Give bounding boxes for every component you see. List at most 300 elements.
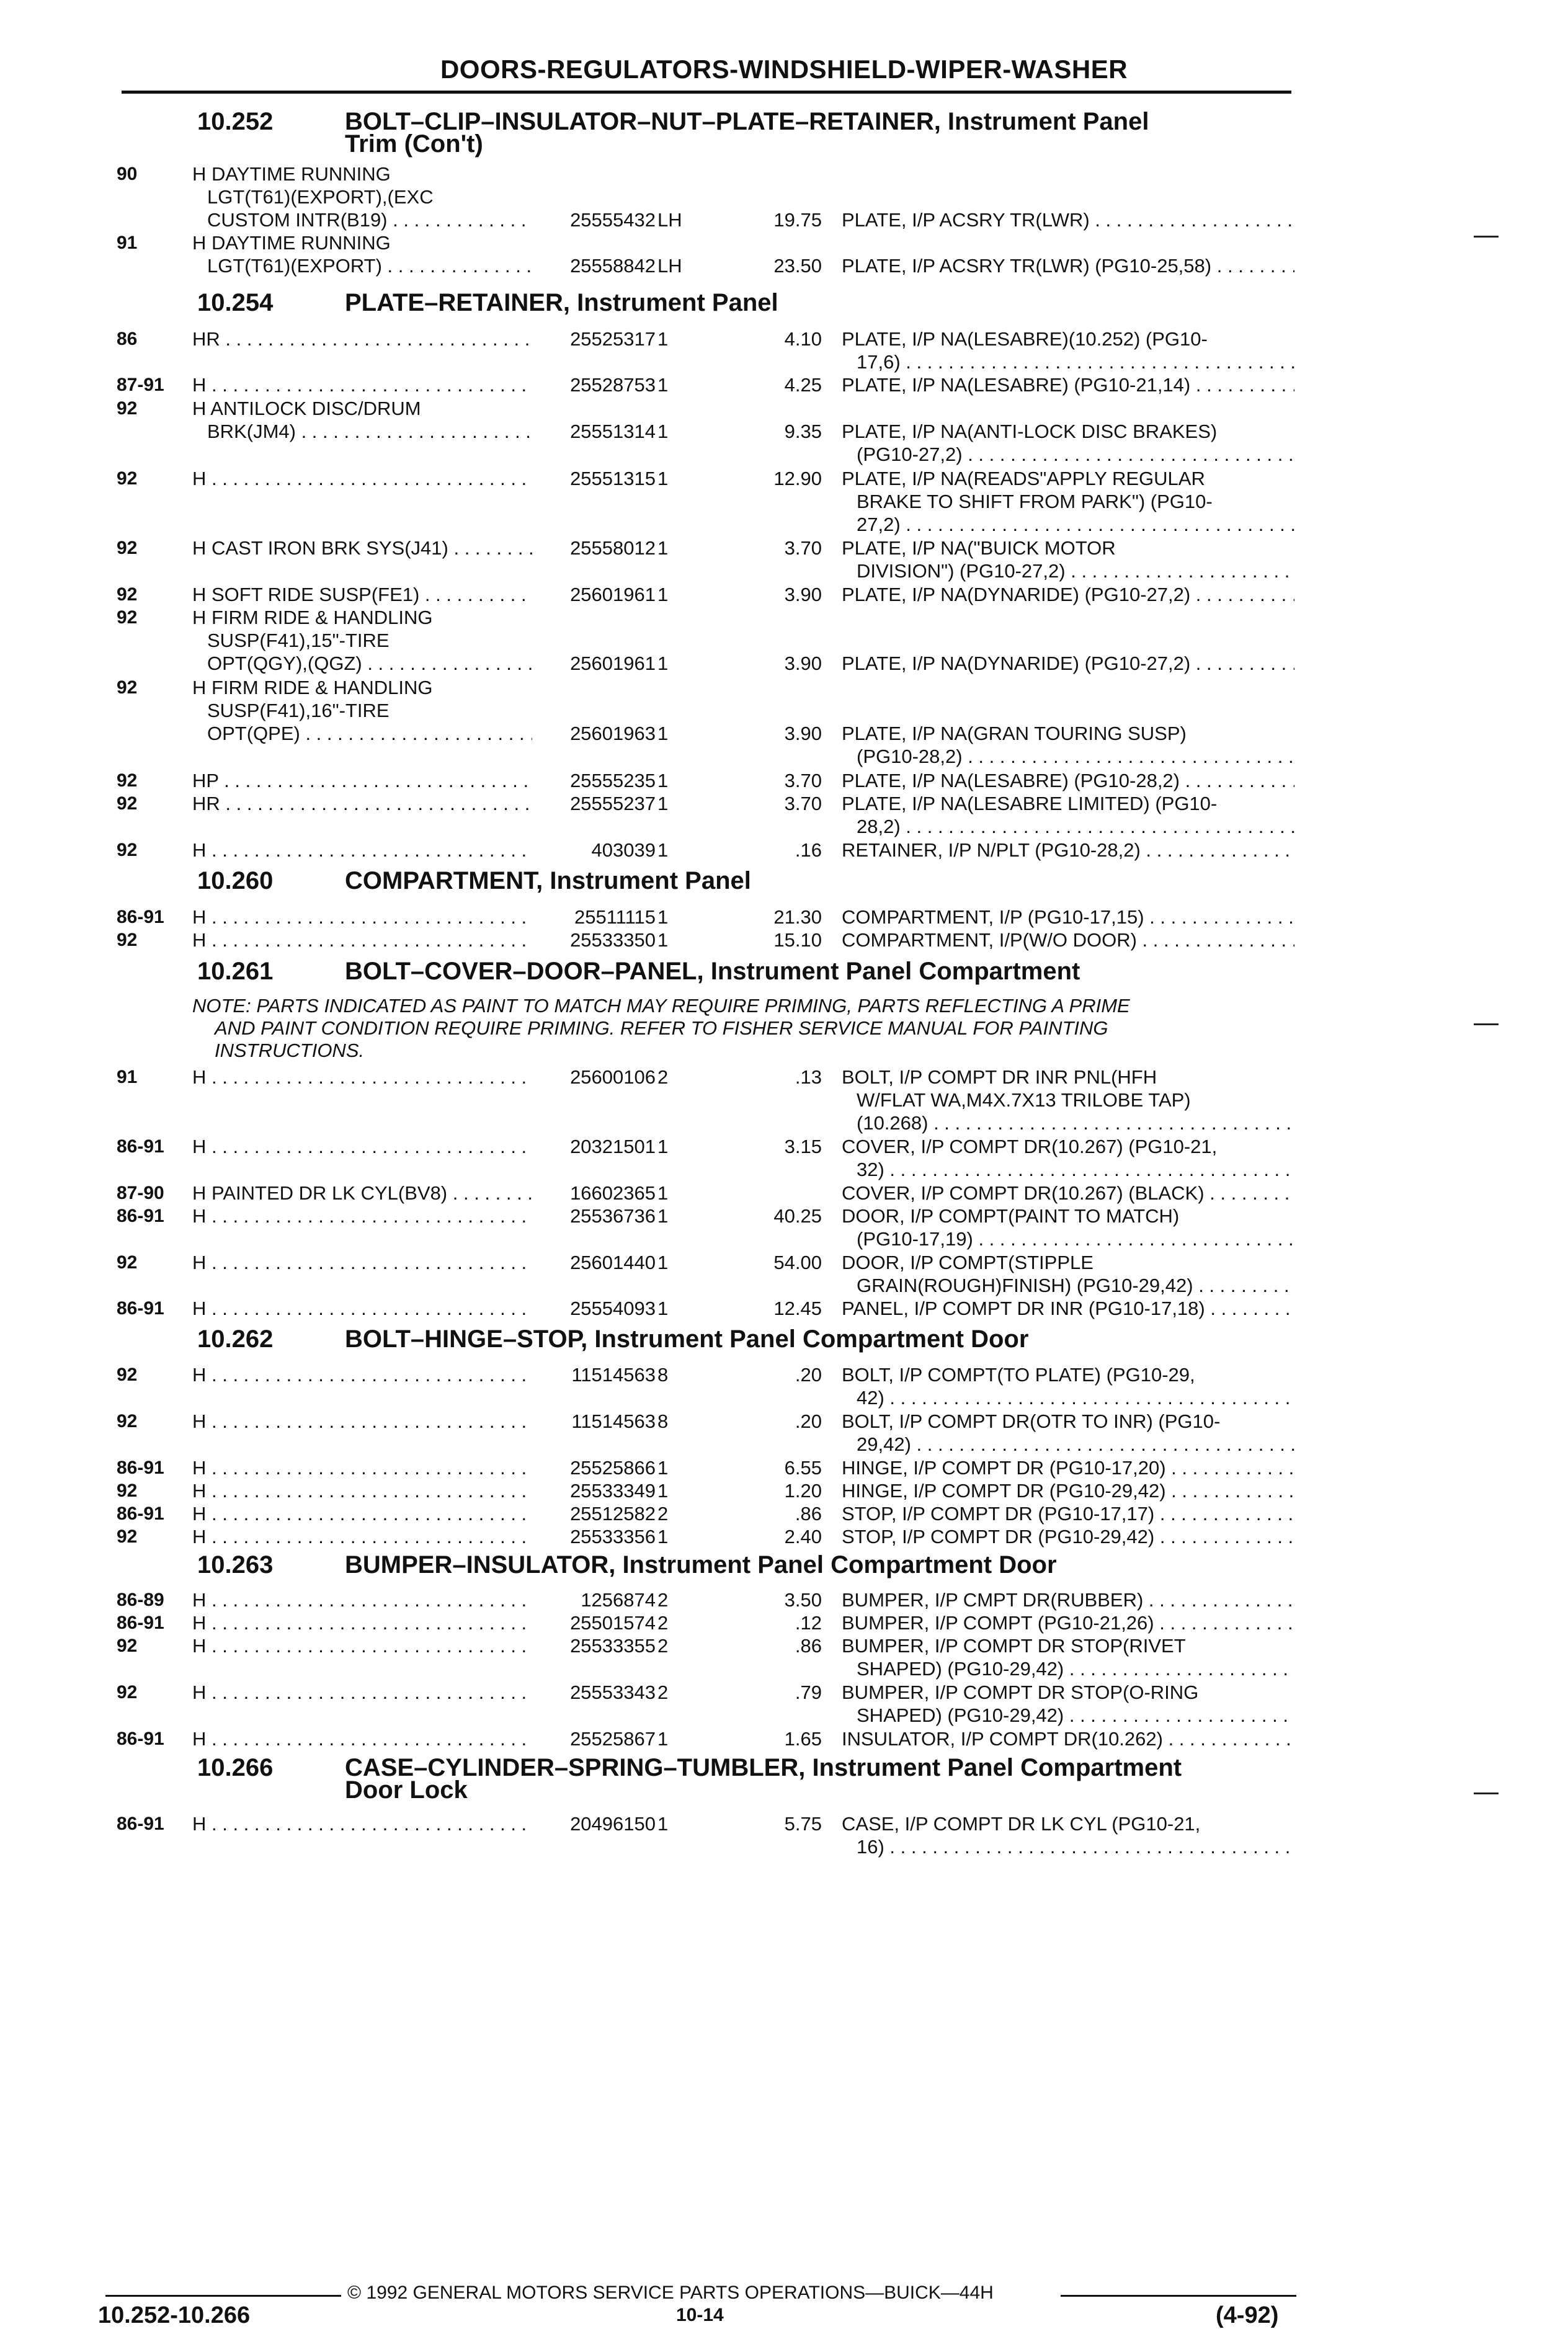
model-year: 90 [117, 164, 138, 184]
description-line: H FIRM RIDE & HANDLING [192, 677, 433, 698]
quantity: 1 [657, 770, 669, 791]
description-line: H PAINTED DR LK CYL(BV8) . . . [192, 1182, 532, 1205]
part-name [842, 583, 1294, 606]
part-number: 25533356 [570, 1526, 656, 1547]
price: .20 [795, 1364, 822, 1386]
price: 3.90 [784, 584, 822, 605]
part-name [842, 1182, 1294, 1205]
part-name [842, 1066, 1294, 1134]
part-name-line: PLATE, I/P NA("BUICK MOTOR [842, 537, 1116, 559]
price: 4.25 [784, 374, 822, 396]
part-name [842, 792, 1294, 838]
description-line: H . . . [192, 1363, 532, 1386]
part-name [842, 928, 1294, 951]
part-number: 25533349 [570, 1480, 656, 1502]
section-title-line: CASE–CYLINDER–SPRING–TUMBLER, Instrument Panel Compartment [345, 1754, 1182, 1781]
part-name-line: PLATE, I/P NA(LESABRE) (PG10-21,14) . . . [842, 373, 1294, 396]
section-title-line: Trim (Con't) [345, 130, 483, 158]
part-description [192, 1456, 532, 1479]
part-name-line: RETAINER, I/P N/PLT (PG10-28,2) . . . [842, 839, 1294, 862]
part-name-line: STOP, I/P COMPT DR (PG10-17,17) . . . [842, 1502, 1294, 1525]
part-description [192, 1066, 532, 1089]
part-name-line: BOLT, I/P COMPT(TO PLATE) (PG10-29, [842, 1364, 1195, 1386]
part-name-line: 28,2) . . . [842, 815, 1294, 838]
description-line: H . . . [192, 1297, 532, 1320]
header-rule [122, 91, 1291, 94]
note-line: NOTE: PARTS INDICATED AS PAINT TO MATCH MAY REQUIRE PRIMING, PARTS REFLECTING A PRIME [192, 995, 1130, 1017]
part-name-line: BUMPER, I/P COMPT (PG10-21,26) . . . [842, 1611, 1294, 1634]
section-note [192, 995, 1290, 1062]
part-description [192, 1410, 532, 1433]
price: 6.55 [784, 1457, 822, 1479]
part-name-line: COVER, I/P COMPT DR(10.267) (BLACK) . . . [842, 1182, 1294, 1205]
page-header-title: DOORS-REGULATORS-WINDSHIELD-WIPER-WASHER [440, 55, 1128, 84]
part-name-line: PLATE, I/P NA(LESABRE)(10.252) (PG10- [842, 328, 1208, 350]
part-description [192, 1588, 532, 1611]
quantity: 8 [657, 1364, 669, 1386]
description-line: H . . . [192, 1135, 532, 1158]
footer-rule-left [105, 2295, 341, 2297]
quantity: 1 [657, 328, 669, 350]
margin-mark [1474, 236, 1499, 238]
description-line: H . . . [192, 906, 532, 928]
description-line: SUSP(F41),16"-TIRE [207, 700, 390, 721]
model-year: 92 [117, 1365, 138, 1385]
quantity: 1 [657, 374, 669, 396]
part-name-line: PLATE, I/P NA(DYNARIDE) (PG10-27,2) . . . [842, 652, 1294, 675]
part-description [192, 231, 532, 277]
quantity: 1 [657, 1252, 669, 1273]
description-line: HP . . . [192, 769, 532, 792]
part-number: 25558012 [570, 537, 656, 559]
part-name [842, 537, 1294, 582]
part-name [842, 1681, 1294, 1727]
part-name-line: 42) . . . [842, 1386, 1294, 1409]
price: 21.30 [773, 906, 822, 928]
part-name [842, 906, 1294, 928]
price: 3.70 [784, 793, 822, 814]
quantity: 1 [657, 839, 669, 861]
footer-page-number: 10-14 [676, 2305, 724, 2325]
part-name-line: BUMPER, I/P CMPT DR(RUBBER) . . . [842, 1588, 1294, 1611]
description-line: HR . . . [192, 792, 532, 815]
quantity: 1 [657, 1728, 669, 1750]
part-number: 20496150 [570, 1813, 656, 1835]
part-description [192, 792, 532, 815]
part-description [192, 1205, 532, 1227]
part-description [192, 583, 532, 606]
margin-mark [1474, 1792, 1499, 1794]
quantity: 2 [657, 1681, 669, 1703]
price: .13 [795, 1066, 822, 1088]
description-line: H . . . [192, 1479, 532, 1502]
quantity: 1 [657, 468, 669, 489]
part-name [842, 254, 1294, 277]
part-number: 25558842 [570, 255, 656, 277]
part-name [842, 1135, 1294, 1181]
part-number: 25601440 [570, 1252, 656, 1273]
description-line: H . . . [192, 1681, 532, 1704]
model-year: 86-91 [117, 1206, 164, 1226]
quantity: 1 [657, 906, 669, 928]
description-line: H ANTILOCK DISC/DRUM [192, 398, 421, 419]
price: 5.75 [784, 1813, 822, 1835]
description-line: H . . . [192, 1611, 532, 1634]
part-name [842, 373, 1294, 396]
model-year: 92 [117, 1636, 138, 1656]
part-name [842, 1297, 1294, 1320]
footer-copyright: © 1992 GENERAL MOTORS SERVICE PARTS OPERATIONS—BUICK—44H [347, 2282, 994, 2303]
description-line: H FIRM RIDE & HANDLING [192, 607, 433, 628]
part-number: 25601961 [570, 652, 656, 674]
part-number: 25501574 [570, 1612, 656, 1634]
model-year: 86-91 [117, 1613, 164, 1633]
part-number: 25554093 [570, 1298, 656, 1319]
part-description [192, 1611, 532, 1634]
description-line: SUSP(F41),15"-TIRE [207, 630, 390, 651]
quantity: 2 [657, 1066, 669, 1088]
description-line: LGT(T61)(EXPORT) . . . [192, 254, 532, 277]
description-line: BRK(JM4) . . . [192, 420, 532, 443]
price: 19.75 [773, 209, 822, 231]
part-description [192, 906, 532, 928]
part-name-line: PLATE, I/P NA(READS"APPLY REGULAR [842, 468, 1205, 489]
part-number: 25555237 [570, 793, 656, 814]
part-name-line: BOLT, I/P COMPT DR(OTR TO INR) (PG10- [842, 1410, 1221, 1432]
part-name-line: (PG10-17,19) . . . [842, 1227, 1294, 1250]
quantity: 8 [657, 1410, 669, 1432]
part-name-line: DOOR, I/P COMPT(STIPPLE [842, 1252, 1094, 1273]
part-name-line: (10.268) . . . [842, 1111, 1294, 1134]
price: .20 [795, 1410, 822, 1432]
part-name-line: 32) . . . [842, 1158, 1294, 1181]
price: 54.00 [773, 1252, 822, 1273]
description-line: H . . . [192, 1727, 532, 1750]
description-line: H . . . [192, 1812, 532, 1835]
part-description [192, 327, 532, 350]
part-name [842, 1727, 1294, 1750]
part-name-line: BUMPER, I/P COMPT DR STOP(RIVET [842, 1635, 1186, 1657]
part-name [842, 769, 1294, 792]
part-name-line: HINGE, I/P COMPT DR (PG10-29,42) . . . [842, 1479, 1294, 1502]
section-title [345, 289, 1288, 316]
description-line: OPT(QPE) . . . [192, 722, 532, 745]
model-year: 86-91 [117, 1136, 164, 1157]
part-name-line: COMPARTMENT, I/P(W/O DOOR) . . . [842, 928, 1294, 951]
model-year: 92 [117, 1682, 138, 1703]
price: 3.70 [784, 770, 822, 791]
model-year: 92 [117, 770, 138, 791]
section-title-line: BUMPER–INSULATOR, Instrument Panel Compartment Door [345, 1551, 1057, 1579]
part-number: 25511115 [574, 906, 656, 928]
model-year: 86-91 [117, 1503, 164, 1524]
model-year: 92 [117, 607, 138, 628]
model-year: 87-90 [117, 1183, 164, 1203]
quantity: 1 [657, 723, 669, 744]
margin-mark [1474, 1023, 1499, 1025]
note-line: AND PAINT CONDITION REQUIRE PRIMING. REFER TO FISHER SERVICE MANUAL FOR PAINTING [215, 1017, 1108, 1039]
part-number: 16602365 [570, 1182, 656, 1204]
part-name-line: PLATE, I/P ACSRY TR(LWR) . . . [842, 208, 1294, 231]
part-description [192, 839, 532, 862]
model-year: 92 [117, 930, 138, 950]
part-number: 25533350 [570, 929, 656, 951]
part-description [192, 928, 532, 951]
part-number: 20321501 [570, 1136, 656, 1157]
footer-section-range: 10.252-10.266 [98, 2302, 251, 2328]
part-name-line: INSULATOR, I/P COMPT DR(10.262) . . . [842, 1727, 1294, 1750]
part-name-line: BOLT, I/P COMPT DR INR PNL(HFH [842, 1066, 1157, 1088]
part-number: 25528753 [570, 374, 656, 396]
part-number: 25525867 [570, 1728, 656, 1750]
part-name [842, 1363, 1294, 1409]
part-number: 25551315 [570, 468, 656, 489]
price: .12 [795, 1612, 822, 1634]
part-number: 25600106 [570, 1066, 656, 1088]
model-year: 92 [117, 1481, 138, 1501]
model-year: 87-91 [117, 375, 164, 395]
part-number: 25512582 [570, 1503, 656, 1525]
model-year: 92 [117, 677, 138, 698]
description-line: OPT(QGY),(QGZ) . . . [192, 652, 532, 675]
section-title [345, 1551, 1288, 1579]
part-description [192, 397, 532, 443]
model-year: 91 [117, 1067, 138, 1087]
description-line: H . . . [192, 467, 532, 490]
section-title [345, 958, 1288, 985]
quantity: LH [657, 255, 682, 277]
part-name-line: CASE, I/P COMPT DR LK CYL (PG10-21, [842, 1813, 1201, 1835]
price: 15.10 [773, 929, 822, 951]
price: 3.15 [784, 1136, 822, 1157]
section-title-line: BOLT–CLIP–INSULATOR–NUT–PLATE–RETAINER, Instrument Panel [345, 108, 1149, 135]
footer-date: (4-92) [1216, 2302, 1279, 2328]
section-title [345, 108, 1288, 158]
section-number: 10.252 [197, 108, 274, 135]
part-name [842, 1812, 1294, 1858]
model-year: 92 [117, 398, 138, 419]
part-name-line: STOP, I/P COMPT DR (PG10-29,42) . . . [842, 1525, 1294, 1548]
description-line: HR . . . [192, 327, 532, 350]
part-number: 25601961 [570, 584, 656, 605]
part-description [192, 467, 532, 490]
price: 2.40 [784, 1526, 822, 1547]
part-description [192, 1297, 532, 1320]
quantity: 1 [657, 1480, 669, 1502]
description-line: H . . . [192, 1456, 532, 1479]
section-title-line: Door Lock [345, 1776, 468, 1804]
part-description [192, 1681, 532, 1704]
price: 1.20 [784, 1480, 822, 1502]
part-description [192, 1812, 532, 1835]
description-line: H . . . [192, 373, 532, 396]
part-description [192, 537, 532, 559]
part-name [842, 1634, 1294, 1680]
quantity: 2 [657, 1635, 669, 1657]
part-name [842, 1456, 1294, 1479]
part-name-line: 17,6) . . . [842, 350, 1294, 373]
part-name-line: PLATE, I/P ACSRY TR(LWR) (PG10-25,58) . . . [842, 254, 1294, 277]
price: 1.65 [784, 1728, 822, 1750]
part-description [192, 1502, 532, 1525]
part-number: 25551314 [570, 421, 656, 442]
part-name-line: PLATE, I/P NA(LESABRE LIMITED) (PG10- [842, 793, 1218, 814]
description-line: CUSTOM INTR(B19) . . . [192, 208, 532, 231]
part-description [192, 1135, 532, 1158]
part-name-line: W/FLAT WA,M4X.7X13 TRILOBE TAP) [857, 1089, 1191, 1111]
model-year: 92 [117, 1252, 138, 1273]
part-name [842, 1479, 1294, 1502]
quantity: 2 [657, 1503, 669, 1525]
price: .86 [795, 1635, 822, 1657]
note-line: INSTRUCTIONS. [215, 1040, 365, 1061]
part-name [842, 467, 1294, 536]
description-line: H . . . [192, 1410, 532, 1433]
part-description [192, 1182, 532, 1205]
part-name-line: BUMPER, I/P COMPT DR STOP(O-RING [842, 1681, 1199, 1703]
model-year: 86-91 [117, 1729, 164, 1749]
part-name [842, 208, 1294, 231]
section-title-line: COMPARTMENT, Instrument Panel [345, 867, 751, 894]
part-name [842, 420, 1294, 466]
part-number: 1256874 [581, 1589, 656, 1611]
part-name-line: SHAPED) (PG10-29,42) . . . [842, 1704, 1294, 1727]
part-number: 403039 [591, 839, 656, 861]
section-title [345, 1325, 1288, 1353]
part-name [842, 652, 1294, 675]
model-year: 86-91 [117, 1458, 164, 1478]
section-title-line: BOLT–HINGE–STOP, Instrument Panel Compartment Door [345, 1325, 1029, 1353]
description-line: H . . . [192, 1525, 532, 1548]
quantity: 1 [657, 793, 669, 814]
part-name-line: PLATE, I/P NA(GRAN TOURING SUSP) [842, 723, 1187, 744]
part-name [842, 1251, 1294, 1297]
model-year: 86-91 [117, 1814, 164, 1834]
part-number: 11514563 [571, 1364, 656, 1386]
part-name [842, 722, 1294, 768]
section-number: 10.261 [197, 958, 274, 985]
quantity: 2 [657, 1589, 669, 1611]
model-year: 91 [117, 233, 138, 253]
price: .86 [795, 1503, 822, 1525]
model-year: 92 [117, 584, 138, 605]
section-number: 10.266 [197, 1754, 274, 1781]
section-number: 10.262 [197, 1325, 274, 1353]
part-description [192, 769, 532, 792]
part-name [842, 1410, 1294, 1456]
quantity: 1 [657, 1526, 669, 1547]
quantity: 1 [657, 1136, 669, 1157]
part-number: 25553343 [570, 1681, 656, 1703]
quantity: 1 [657, 1182, 669, 1204]
description-line: H . . . [192, 1502, 532, 1525]
description-line: H . . . [192, 1588, 532, 1611]
part-number: 11514563 [571, 1410, 656, 1432]
description-line: LGT(T61)(EXPORT),(EXC [207, 186, 434, 208]
part-description [192, 1634, 532, 1657]
model-year: 92 [117, 538, 138, 558]
price: 40.25 [773, 1205, 822, 1227]
part-number: 25601963 [570, 723, 656, 744]
part-number: 25533355 [570, 1635, 656, 1657]
part-name-line: 29,42) . . . [842, 1433, 1294, 1456]
price: 4.10 [784, 328, 822, 350]
description-line: H . . . [192, 1205, 532, 1227]
part-description [192, 676, 532, 745]
part-description [192, 163, 532, 231]
description-line: H . . . [192, 839, 532, 862]
part-name-line: 16) . . . [842, 1835, 1294, 1858]
description-line: H . . . [192, 1066, 532, 1089]
price: 3.90 [784, 652, 822, 674]
section-title [345, 867, 1288, 894]
part-description [192, 373, 532, 396]
part-number: 25525866 [570, 1457, 656, 1479]
section-number: 10.260 [197, 867, 274, 894]
quantity: 2 [657, 1612, 669, 1634]
description-line: H . . . [192, 1634, 532, 1657]
part-description [192, 1727, 532, 1750]
part-number: 25555432 [570, 209, 656, 231]
price: 12.90 [773, 468, 822, 489]
quantity: LH [657, 209, 682, 231]
part-name [842, 839, 1294, 862]
part-description [192, 1525, 532, 1548]
section-number: 10.254 [197, 289, 274, 316]
description-line: H SOFT RIDE SUSP(FE1) . . . [192, 583, 532, 606]
part-name-line: HINGE, I/P COMPT DR (PG10-17,20) . . . [842, 1456, 1294, 1479]
part-name [842, 1525, 1294, 1548]
price: 3.90 [784, 723, 822, 744]
price: .16 [795, 839, 822, 861]
description-line: H . . . [192, 1251, 532, 1274]
part-name [842, 327, 1294, 373]
model-year: 92 [117, 793, 138, 814]
part-name-line: DOOR, I/P COMPT(PAINT TO MATCH) [842, 1205, 1180, 1227]
part-number: 25525317 [570, 328, 656, 350]
part-name-line: PLATE, I/P NA(LESABRE) (PG10-28,2) . . . [842, 769, 1294, 792]
part-description [192, 1363, 532, 1386]
section-title-line: BOLT–COVER–DOOR–PANEL, Instrument Panel Compartment [345, 958, 1080, 985]
quantity: 1 [657, 929, 669, 951]
part-name-line: PANEL, I/P COMPT DR INR (PG10-17,18) . . . [842, 1297, 1294, 1320]
part-name-line: COVER, I/P COMPT DR(10.267) (PG10-21, [842, 1136, 1218, 1157]
model-year: 92 [117, 468, 138, 489]
price: 12.45 [773, 1298, 822, 1319]
description-line: H . . . [192, 928, 532, 951]
model-year: 92 [117, 840, 138, 860]
model-year: 86-91 [117, 907, 164, 927]
description-line: H DAYTIME RUNNING [192, 232, 391, 254]
price: 3.70 [784, 537, 822, 559]
footer-rule-right [1061, 2295, 1296, 2297]
part-name-line: GRAIN(ROUGH)FINISH) (PG10-29,42) . . . [842, 1274, 1294, 1297]
model-year: 86-89 [117, 1590, 164, 1610]
part-number: 25555235 [570, 770, 656, 791]
quantity: 1 [657, 652, 669, 674]
part-description [192, 1479, 532, 1502]
price: 9.35 [784, 421, 822, 442]
model-year: 86 [117, 329, 138, 349]
description-line: H CAST IRON BRK SYS(J41) . . . [192, 537, 532, 559]
part-name-line: SHAPED) (PG10-29,42) . . . [842, 1657, 1294, 1680]
part-name-line: PLATE, I/P NA(ANTI-LOCK DISC BRAKES) [842, 421, 1218, 442]
quantity: 1 [657, 1813, 669, 1835]
price: .79 [795, 1681, 822, 1703]
part-description [192, 1251, 532, 1274]
part-name-line: (PG10-27,2) . . . [842, 443, 1294, 466]
part-number: 25536736 [570, 1205, 656, 1227]
